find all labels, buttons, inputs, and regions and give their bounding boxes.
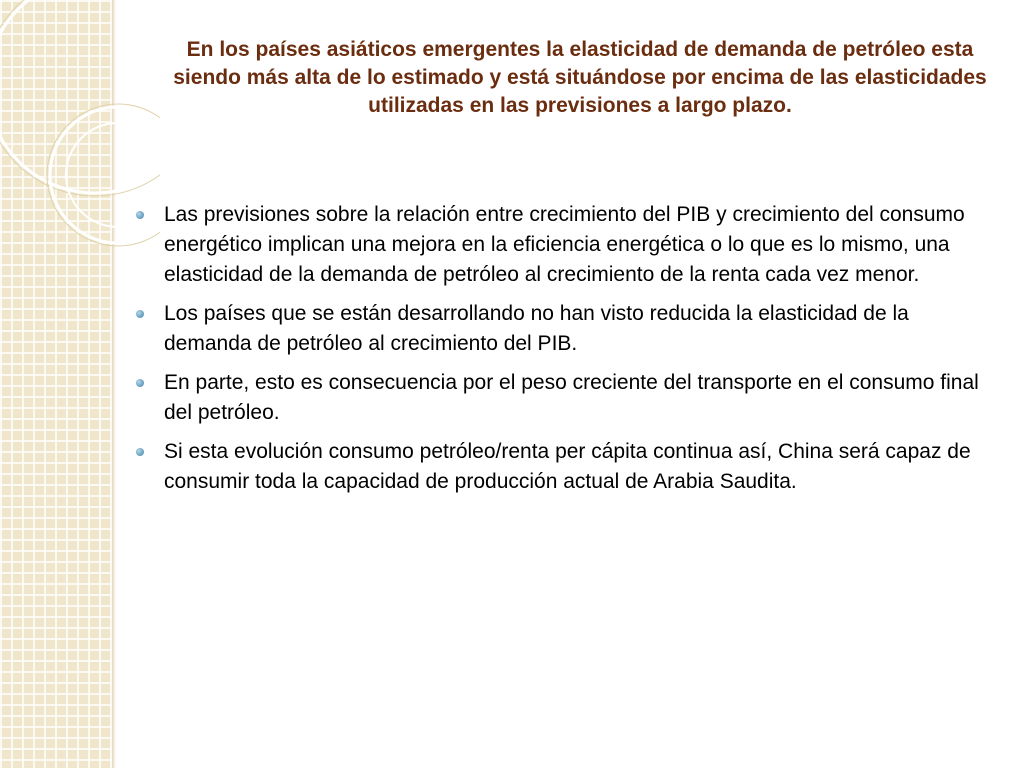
round-bullet-icon xyxy=(136,211,144,219)
round-bullet-icon xyxy=(136,379,144,387)
bullet-text: Los países que se están desarrollando no han visto reducida la elasticidad de la demanda de petróleo al crecimiento del PIB. xyxy=(164,302,909,355)
bullet-item xyxy=(134,437,996,497)
side-band-shadow xyxy=(112,0,116,768)
bullet-item xyxy=(134,200,996,290)
bullet-list xyxy=(134,200,996,506)
round-bullet-icon xyxy=(136,310,144,318)
bullet-item xyxy=(134,368,996,428)
slide-title: En los países asiáticos emergentes la elasticidad de demanda de petróleo esta siendo más alta de lo estimado y está situándose por encima de las elasticidades utilizadas en las previsiones a largo plazo. xyxy=(173,38,987,117)
bullet-item xyxy=(134,299,996,359)
bullet-text: Si esta evolución consumo petróleo/renta per cápita continua así, China será capaz de consumir toda la capacidad de producción actual de Arabia Saudita. xyxy=(164,440,971,493)
round-bullet-icon xyxy=(136,448,144,456)
decorative-side-band xyxy=(0,0,112,768)
bullet-text: Las previsiones sobre la relación entre crecimiento del PIB y crecimiento del consumo energético implican una mejora en la eficiencia energética o lo que es lo mismo, una elasticidad de la demanda de petróleo al crecimiento de la renta cada vez menor. xyxy=(164,203,965,286)
bullet-text: En parte, esto es consecuencia por el peso creciente del transporte en el consumo final del petróleo. xyxy=(164,371,979,424)
